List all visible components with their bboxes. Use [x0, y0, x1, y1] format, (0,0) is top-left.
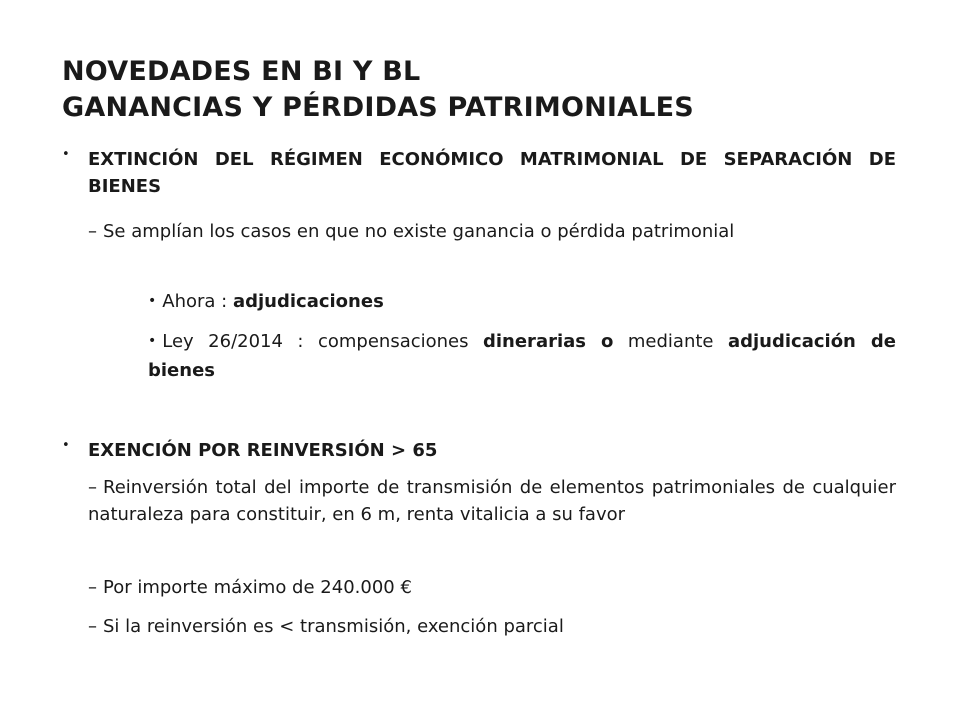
section2-subpoint-2-text: Por importe máximo de 240.000 €: [103, 577, 412, 598]
item-ahora-label: Ahora :: [162, 291, 228, 312]
bullet-icon: •: [148, 293, 157, 309]
item-ley-bold-2: adjudicación de bienes: [148, 331, 896, 381]
item-ley-text: Ley 26/2014 : compensaciones: [162, 331, 469, 352]
section2-subpoint-3-text: Si la reinversión es < transmisión, exención parcial: [103, 616, 564, 637]
dash-icon: –: [88, 577, 97, 598]
bullet-icon: •: [62, 438, 70, 453]
section1-subpoint-text: Se amplían los casos en que no existe ganancia o pérdida patrimonial: [103, 221, 735, 242]
section2-subpoint-1-text: Reinversión total del importe de transmisión de elementos patrimoniales de cualquier naturaleza para constituir, en 6 m, renta vitalicia a su favor: [88, 477, 896, 525]
title-line-2: GANANCIAS Y PÉRDIDAS PATRIMONIALES: [62, 92, 694, 123]
title-line-1: NOVEDADES EN BI Y BL: [62, 56, 421, 87]
dash-icon: –: [88, 477, 97, 498]
section2-subpoint-1: [88, 474, 896, 528]
section2-subpoint-2: [88, 574, 896, 601]
dash-icon: –: [88, 616, 97, 637]
section1-item-ley: [148, 328, 896, 384]
section1-subpoint: [88, 218, 896, 245]
item-ley-text-2: mediante: [627, 331, 714, 352]
dash-icon: –: [88, 221, 97, 242]
section-heading-extincion: EXTINCIÓN DEL RÉGIMEN ECONÓMICO MATRIMONIAL DE SEPARACIÓN DE BIENES: [88, 149, 896, 197]
bullet-icon: •: [62, 147, 70, 162]
section2-subpoint-3: [88, 613, 896, 640]
section-heading-exencion: EXENCIÓN POR REINVERSIÓN > 65: [88, 440, 438, 461]
item-ahora-bold: adjudicaciones: [232, 291, 384, 312]
item-ley-bold-1: dinerarias o: [482, 331, 614, 352]
section1-item-ahora: [148, 288, 896, 317]
bullet-icon: •: [148, 333, 157, 349]
